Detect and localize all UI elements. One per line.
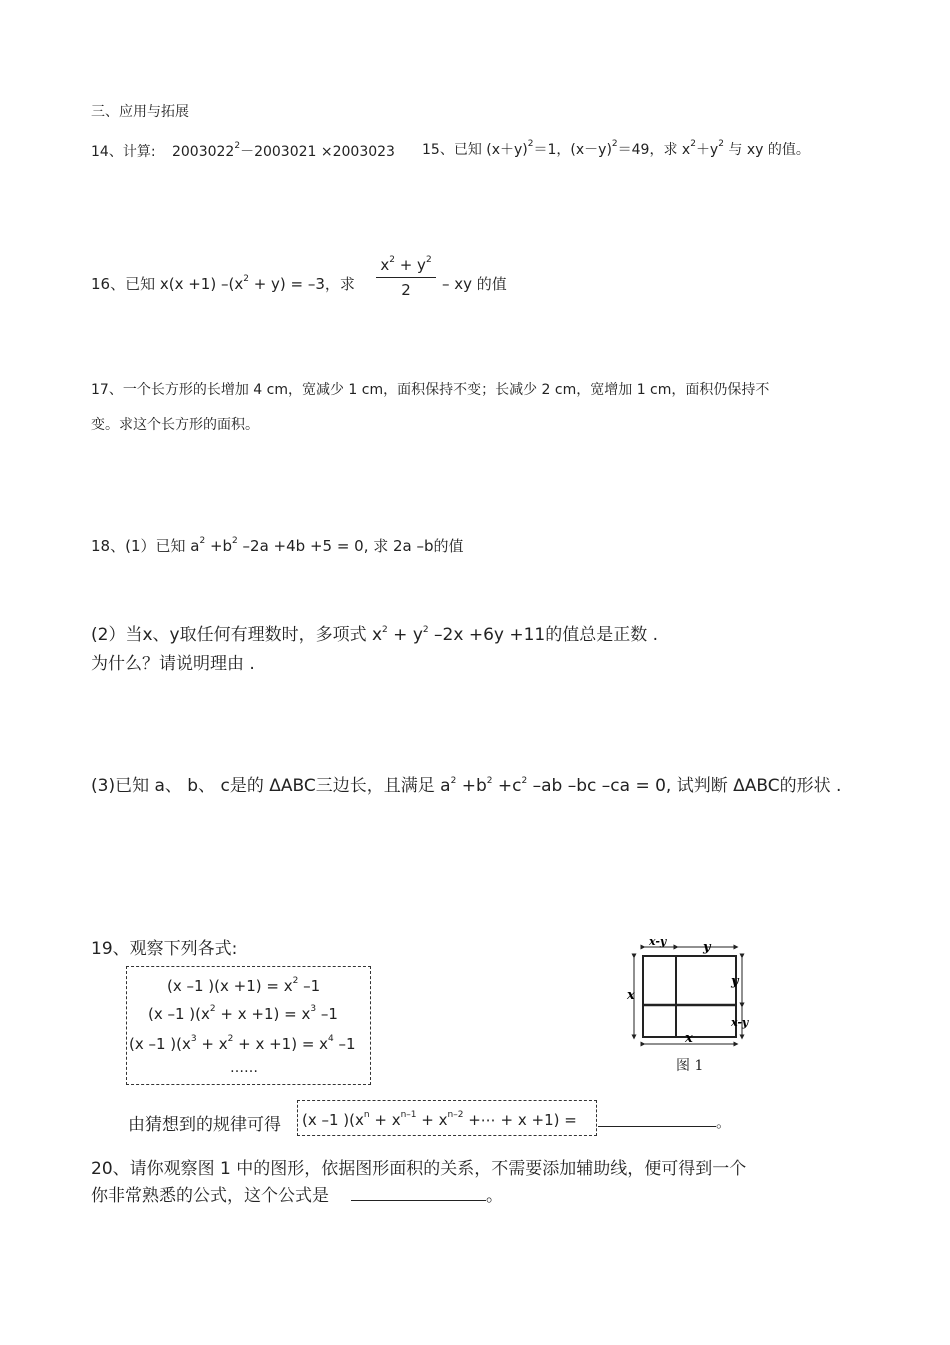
q17-line2: 变。求这个长方形的面积。 <box>91 417 259 433</box>
q19-f3-part4: –1 <box>333 1035 356 1053</box>
q18-3-exp1: 2 <box>450 776 457 786</box>
q19-g-exp1: n <box>363 1110 370 1120</box>
q19-g-part4: +⋯ + x +1) = <box>463 1111 577 1129</box>
figure-square <box>643 956 736 1037</box>
q16-part2: + y) = –3，求 <box>248 275 355 293</box>
q19-f2-part2: + x +1) = x <box>215 1005 311 1023</box>
q19-f1-part1: (x –1 )(x +1) = x <box>167 977 293 995</box>
question-15 <box>422 139 810 159</box>
q16-num-y: + y <box>394 256 426 274</box>
q18-1-part1: 18、(1）已知 a <box>91 537 200 555</box>
q20-line1: 20、请你观察图 1 中的图形，依据图形面积的关系，不需要添加辅助线，便可得到一个 <box>91 1159 747 1179</box>
q19-f2-exp2: 3 <box>310 1004 317 1014</box>
q18-3-part4: –ab –bc –ca = 0, 试判断 ΔABC的形状 . <box>527 776 842 796</box>
q18-2-part2: + y <box>387 625 423 645</box>
question-18-2-line2: 为什么？请说明理由 . <box>91 654 255 674</box>
q19-guess-formula <box>302 1111 577 1129</box>
figure-label-right-top: y <box>731 974 739 989</box>
q16-fraction-denominator: 2 <box>401 281 411 299</box>
q18-2-part3: –2x +6y +11的值总是正数 . <box>428 625 659 645</box>
q16-num-x: x <box>380 256 390 274</box>
q20-end-mark: 。 <box>486 1186 503 1206</box>
q19-answer-blank[interactable] <box>598 1126 716 1127</box>
q20-answer-blank[interactable] <box>351 1200 486 1201</box>
q16-num-exp2: 2 <box>425 255 432 265</box>
q18-1-part3: –2a +4b +5 = 0, 求 2a –b的值 <box>237 537 464 555</box>
q15-part3: ＝49，求 x <box>617 142 691 158</box>
q19-g-part2: + x <box>369 1111 401 1129</box>
figure-label-left: x <box>627 988 635 1003</box>
q15-part4: ＋y <box>695 142 719 158</box>
question-16 <box>91 273 355 294</box>
figure-label-right-bottom: x-y <box>731 1016 749 1029</box>
figure-label-top-left: x-y <box>649 935 667 948</box>
q19-f3-part2: + x <box>196 1035 228 1053</box>
q19-answer-blank-row <box>598 1111 731 1132</box>
q17-line1: 17、一个长方形的长增加 4 cm，宽减少 1 cm，面积保持不变；长减少 2 cm，宽增加 1 cm，面积仍保持不 <box>91 382 770 398</box>
q19-f3-part1: (x –1 )(x <box>129 1035 191 1053</box>
q19-f3-exp2: 2 <box>227 1034 234 1044</box>
q15-part1: 15、已知 (x＋y) <box>422 142 528 158</box>
q18-3-part1: (3)已知 a、 b、 c是的 ΔABC三边长，且满足 a <box>91 776 451 796</box>
q19-g-part3: + x <box>416 1111 448 1129</box>
q18-3-exp2: 2 <box>486 776 493 786</box>
q19-formula-2 <box>148 1005 338 1023</box>
q19-f1-part2: –1 <box>298 977 321 995</box>
q15-part5: 与 xy 的值。 <box>723 142 810 158</box>
q19-g-part1: (x –1 )(x <box>302 1111 364 1129</box>
question-18-3 <box>91 771 841 796</box>
q14-exponent: 2 <box>234 141 241 151</box>
figure-label-top-right: y <box>703 940 711 955</box>
q14-expr-a: 2003022 <box>171 144 235 160</box>
q18-2-exp2: 2 <box>422 625 429 635</box>
q19-g-exp2: n–1 <box>400 1110 417 1120</box>
q16-tail: – xy 的值 <box>442 275 507 293</box>
q18-1-exp1: 2 <box>199 536 206 546</box>
section-title: 三、应用与拓展 <box>91 104 189 120</box>
q19-formula-3 <box>129 1035 356 1053</box>
question-14 <box>91 141 395 161</box>
figure-1-diagram <box>625 935 760 1075</box>
q15-exp3: 2 <box>690 139 696 149</box>
q19-f3-part3: + x +1) = x <box>233 1035 329 1053</box>
q19-f2-part3: –1 <box>316 1005 338 1023</box>
q19-f2-exp1: 2 <box>209 1004 216 1014</box>
q19-end-mark: 。 <box>716 1113 732 1131</box>
q18-2-exp1: 2 <box>382 625 388 635</box>
q19-f3-exp1: 3 <box>190 1034 197 1044</box>
figure-caption: 图 1 <box>676 1058 704 1074</box>
q19-formula-1 <box>167 977 320 995</box>
q19-label: 19、观察下列各式: <box>91 939 238 959</box>
q19-f2-part1: (x –1 )(x <box>148 1005 210 1023</box>
figure-label-bottom: x <box>685 1031 693 1046</box>
q15-exp2: 2 <box>611 139 618 149</box>
q16-part1: 16、已知 x(x +1) –(x <box>91 275 244 293</box>
q18-3-part3: +c <box>492 776 522 796</box>
q16-fraction <box>376 256 436 299</box>
q15-part2: ＝1，(x－y) <box>533 142 612 158</box>
q18-3-part2: +b <box>456 776 487 796</box>
q19-f3-exp3: 4 <box>328 1034 334 1044</box>
question-18-2-line1 <box>91 620 658 645</box>
q19-ellipsis: …… <box>230 1060 258 1076</box>
q19-g-exp3: n–2 <box>447 1110 464 1120</box>
q18-3-exp3: 2 <box>521 776 528 786</box>
q16-fraction-bar <box>376 277 436 278</box>
q18-1-part2: +b <box>205 537 233 555</box>
q18-2-part1: (2）当x、y取任何有理数时，多项式 x <box>91 625 383 645</box>
q16-fraction-numerator <box>376 256 436 274</box>
q15-exp4: 2 <box>718 139 724 149</box>
q15-exp1: 2 <box>527 139 534 149</box>
q19-guess-label: 由猜想到的规律可得 <box>128 1115 281 1135</box>
q14-label: 14、计算: <box>91 144 156 160</box>
q20-line2 <box>91 1181 503 1206</box>
q18-1-exp2: 2 <box>232 536 238 546</box>
q16-num-exp1: 2 <box>389 255 395 265</box>
q16-exp1: 2 <box>243 274 249 284</box>
q20-line2-text: 你非常熟悉的公式，这个公式是 <box>91 1186 329 1206</box>
q19-f1-exp: 2 <box>292 976 299 986</box>
question-18-1 <box>91 535 464 556</box>
q14-expr-b: －2003021 ×2003023 <box>240 144 395 160</box>
